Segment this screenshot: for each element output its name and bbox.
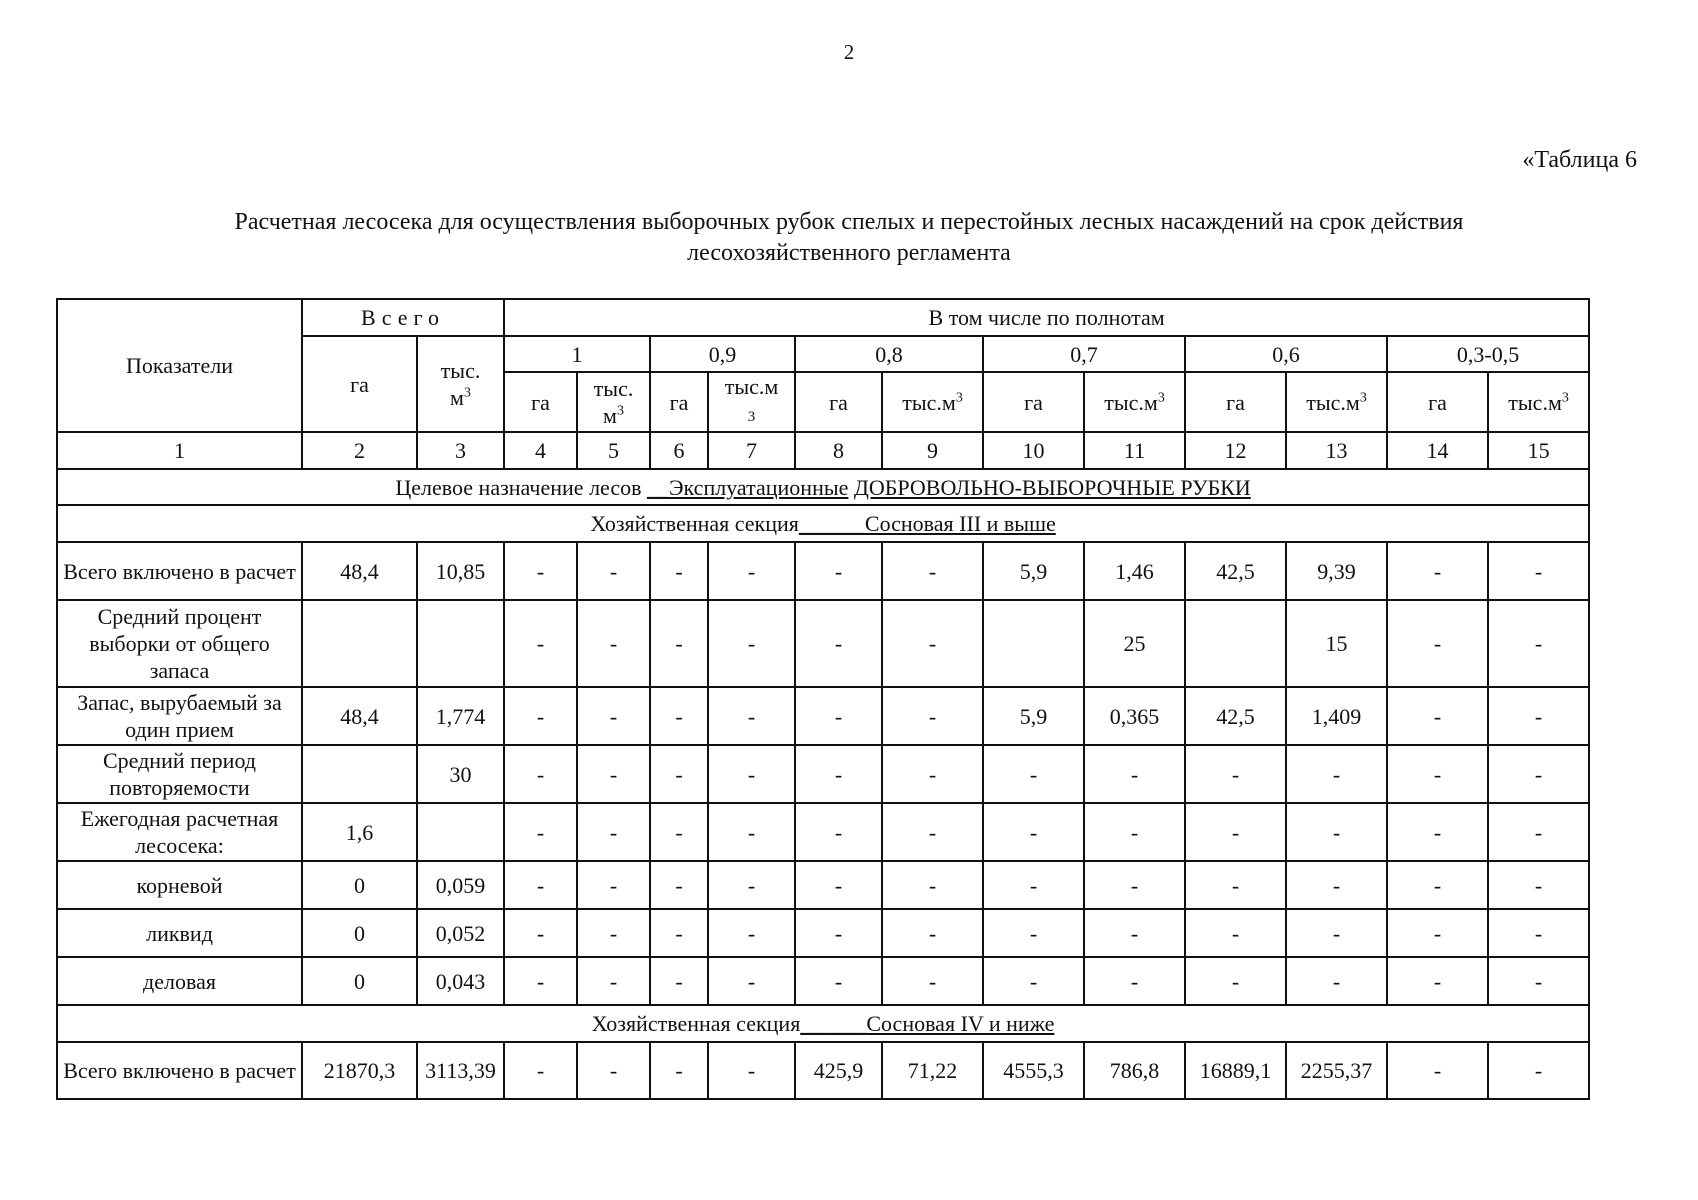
section-row-2 [57, 1005, 1589, 1042]
table-cell: 16889,1 [1185, 1042, 1286, 1099]
table-cell: - [708, 803, 795, 861]
table-cell: - [708, 600, 795, 687]
unit-ha: га [1387, 372, 1488, 432]
economic-section-2: Хозяйственная секция______Сосновая IV и ниже [57, 1005, 1589, 1042]
row-label: корневой [57, 861, 302, 909]
header-indicators: Показатели [57, 299, 302, 432]
table-cell: - [882, 542, 983, 600]
density-0-6: 0,6 [1185, 336, 1387, 372]
table-cell: 0,052 [417, 909, 504, 957]
table-cell: - [708, 745, 795, 803]
table-cell: - [1084, 745, 1185, 803]
table-cell: 15 [1286, 600, 1387, 687]
table-cell: - [577, 1042, 650, 1099]
table-row [57, 909, 1589, 957]
table-cell: - [504, 803, 577, 861]
table-cell: - [1185, 803, 1286, 861]
table-cell [302, 600, 417, 687]
table-cell [417, 600, 504, 687]
title-line-2: лесохозяйственного регламента [687, 240, 1011, 266]
table-cell: - [1387, 745, 1488, 803]
column-number: 8 [795, 432, 882, 469]
density-1: 1 [504, 336, 650, 372]
header-total [302, 299, 504, 336]
table-cell: - [650, 861, 708, 909]
table-cell: - [1185, 745, 1286, 803]
header-row-1 [57, 299, 1589, 336]
table-cell: - [795, 745, 882, 803]
title-line-1: Расчетная лесосека для осуществления выборочных рубок спелых и перестойных лесных насаждений на срок действия [234, 209, 1464, 235]
table-cell [302, 745, 417, 803]
column-number: 5 [577, 432, 650, 469]
table-cell: - [650, 687, 708, 745]
table-row [57, 861, 1589, 909]
table-cell: - [1387, 861, 1488, 909]
purpose-row [57, 469, 1589, 505]
row-label: ликвид [57, 909, 302, 957]
column-number: 2 [302, 432, 417, 469]
table-cell: - [1488, 542, 1589, 600]
column-number: 11 [1084, 432, 1185, 469]
unit-ha: га [504, 372, 577, 432]
row-label: Ежегодная расчетная лесосека: [57, 803, 302, 861]
table-cell: - [504, 600, 577, 687]
table-cell: - [577, 957, 650, 1005]
table-cell: - [1286, 957, 1387, 1005]
header-by-density: В том числе по полнотам [504, 299, 1589, 336]
row-label: Средний процент выборки от общего запаса [57, 600, 302, 687]
table-cell: - [708, 687, 795, 745]
table-cell: - [650, 542, 708, 600]
table-cell: 425,9 [795, 1042, 882, 1099]
table-cell: 1,46 [1084, 542, 1185, 600]
table-cell: 786,8 [1084, 1042, 1185, 1099]
table-cell: - [708, 1042, 795, 1099]
table-cell: - [983, 745, 1084, 803]
table-cell: - [1488, 745, 1589, 803]
table-cell: - [504, 745, 577, 803]
column-number: 6 [650, 432, 708, 469]
table-cell: 5,9 [983, 687, 1084, 745]
table-cell: - [504, 1042, 577, 1099]
table-cell: 0,043 [417, 957, 504, 1005]
table-row [57, 1042, 1589, 1099]
table-cell: - [708, 957, 795, 1005]
table-cell: - [983, 909, 1084, 957]
economic-section-1: Хозяйственная секция______Сосновая III и выше [57, 505, 1589, 542]
table-cell: 1,774 [417, 687, 504, 745]
table-cell: 42,5 [1185, 542, 1286, 600]
table-cell: - [795, 861, 882, 909]
table-cell: - [1387, 909, 1488, 957]
table-cell: - [650, 600, 708, 687]
table-cell: - [504, 542, 577, 600]
table-cell: - [1387, 1042, 1488, 1099]
table-cell [417, 803, 504, 861]
table-cell: - [1387, 803, 1488, 861]
table-cell: - [577, 600, 650, 687]
row-label: Средний период повторяемости [57, 745, 302, 803]
table-cell: - [1488, 957, 1589, 1005]
table-cell: - [882, 687, 983, 745]
table-cell: - [577, 803, 650, 861]
table-cell [983, 600, 1084, 687]
table-cell: 48,4 [302, 542, 417, 600]
table-cell: - [1185, 909, 1286, 957]
table-cell: - [795, 803, 882, 861]
table-cell: 0 [302, 957, 417, 1005]
table-row [57, 687, 1589, 745]
column-number: 4 [504, 432, 577, 469]
table-cell: - [577, 542, 650, 600]
table-label: «Таблица 6 [1522, 147, 1637, 173]
row-label: Всего включено в расчет [57, 1042, 302, 1099]
table-cell: - [983, 803, 1084, 861]
table-row [57, 600, 1589, 687]
unit-ha: га [1185, 372, 1286, 432]
column-number: 3 [417, 432, 504, 469]
table-cell: 5,9 [983, 542, 1084, 600]
table-cell: - [882, 861, 983, 909]
table-cell: - [1185, 861, 1286, 909]
unit-ha: га [650, 372, 708, 432]
page-number: 2 [843, 40, 855, 64]
table-row [57, 957, 1589, 1005]
table-cell: - [1286, 861, 1387, 909]
table-cell: - [1488, 803, 1589, 861]
section-1-rows [57, 542, 1589, 1005]
unit-thous-m3: $тыс.м^3$ [1488, 372, 1589, 432]
table-cell: - [1286, 803, 1387, 861]
table-cell: - [1488, 909, 1589, 957]
table-cell: 0 [302, 861, 417, 909]
unit-ha: га [795, 372, 882, 432]
table-cell: - [577, 687, 650, 745]
row-label: деловая [57, 957, 302, 1005]
table-cell: - [504, 957, 577, 1005]
table-cell: 25 [1084, 600, 1185, 687]
table-cell: - [983, 957, 1084, 1005]
table-row [57, 745, 1589, 803]
unit-thous-m3: $тыс.м^3$ [1286, 372, 1387, 432]
table-cell [1185, 600, 1286, 687]
table-cell: - [650, 1042, 708, 1099]
allowable-cut-table [56, 298, 1590, 1100]
table-cell: - [504, 861, 577, 909]
table-cell: - [983, 861, 1084, 909]
table-cell: 42,5 [1185, 687, 1286, 745]
table-cell: - [650, 909, 708, 957]
column-number: 14 [1387, 432, 1488, 469]
table-cell: - [1387, 687, 1488, 745]
table-cell: 0,059 [417, 861, 504, 909]
table-cell: - [882, 957, 983, 1005]
unit-thous-m3: тыс. $м^3$ [577, 372, 650, 432]
table-cell: - [577, 745, 650, 803]
table-cell: 3113,39 [417, 1042, 504, 1099]
unit-thous-m3: тыс.м 3 [708, 372, 795, 432]
table-cell: - [1387, 542, 1488, 600]
table-cell: - [1185, 957, 1286, 1005]
table-cell: - [504, 687, 577, 745]
unit-thous-m3: $тыс.м^3$ [882, 372, 983, 432]
table-cell: - [795, 957, 882, 1005]
table-cell: 9,39 [1286, 542, 1387, 600]
table-cell: - [708, 861, 795, 909]
table-cell: - [1488, 861, 1589, 909]
unit-thous-m3: $тыс.м^3$ [1084, 372, 1185, 432]
column-numbers-row [57, 432, 1589, 469]
table-cell: - [882, 745, 983, 803]
table-cell: - [577, 861, 650, 909]
column-number: 7 [708, 432, 795, 469]
density-0-8: 0,8 [795, 336, 983, 372]
table-cell: - [650, 745, 708, 803]
header-total-thous-m3: тыс. $м^3$ [417, 336, 504, 432]
table-cell: - [882, 909, 983, 957]
table-cell: - [650, 957, 708, 1005]
density-0-7: 0,7 [983, 336, 1185, 372]
table-cell: - [1286, 745, 1387, 803]
table-cell: 1,409 [1286, 687, 1387, 745]
table-cell: 30 [417, 745, 504, 803]
table-cell: - [882, 600, 983, 687]
table-cell: - [708, 542, 795, 600]
table-cell: - [795, 909, 882, 957]
table-cell: - [577, 909, 650, 957]
table-cell: - [1084, 861, 1185, 909]
table-cell: 0 [302, 909, 417, 957]
column-number: 13 [1286, 432, 1387, 469]
row-label: Запас, вырубаемый за один прием [57, 687, 302, 745]
table-cell: - [882, 803, 983, 861]
header-total-text: Всего [361, 305, 445, 330]
column-number: 12 [1185, 432, 1286, 469]
table-cell: 10,85 [417, 542, 504, 600]
table-cell: 1,6 [302, 803, 417, 861]
column-number: 10 [983, 432, 1084, 469]
table-cell: - [650, 803, 708, 861]
row-label: Всего включено в расчет [57, 542, 302, 600]
table-cell: - [1488, 1042, 1589, 1099]
unit-ha: га [983, 372, 1084, 432]
table-cell: 71,22 [882, 1042, 983, 1099]
table-cell: - [1286, 909, 1387, 957]
table-cell: - [708, 909, 795, 957]
table-cell: - [795, 542, 882, 600]
table-cell: - [1488, 687, 1589, 745]
table-cell: - [795, 687, 882, 745]
table-cell: - [1488, 600, 1589, 687]
table-cell: - [1084, 909, 1185, 957]
density-0-3-0-5: 0,3-0,5 [1387, 336, 1589, 372]
section-2-rows [57, 1042, 1589, 1099]
header-total-ha: га [302, 336, 417, 432]
table-cell: 2255,37 [1286, 1042, 1387, 1099]
table-cell: - [1387, 957, 1488, 1005]
table-cell: - [1084, 803, 1185, 861]
table-cell: 0,365 [1084, 687, 1185, 745]
column-number: 1 [57, 432, 302, 469]
table-row [57, 803, 1589, 861]
forest-purpose: Целевое назначение лесов __Эксплуатационные ДОБРОВОЛЬНО-ВЫБОРОЧНЫЕ РУБКИ [57, 469, 1589, 505]
table-cell: 21870,3 [302, 1042, 417, 1099]
column-number: 9 [882, 432, 983, 469]
table-cell: - [795, 600, 882, 687]
table-cell: 4555,3 [983, 1042, 1084, 1099]
section-row-1 [57, 505, 1589, 542]
table-cell: - [504, 909, 577, 957]
table-row [57, 542, 1589, 600]
density-0-9: 0,9 [650, 336, 795, 372]
table-cell: - [1084, 957, 1185, 1005]
table-cell: 48,4 [302, 687, 417, 745]
column-number: 15 [1488, 432, 1589, 469]
document-title [110, 207, 1588, 269]
table-cell: - [1387, 600, 1488, 687]
